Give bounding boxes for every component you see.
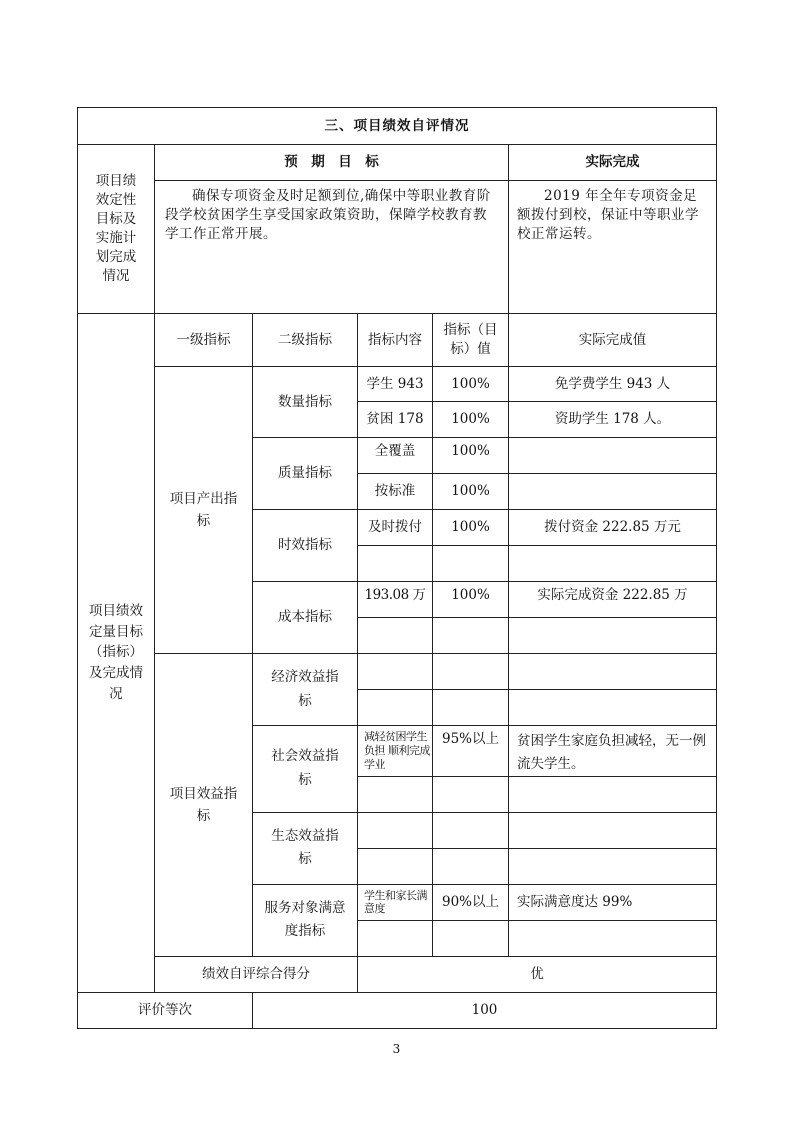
score-label: 绩效自评综合得分 bbox=[155, 956, 358, 992]
timeliness-indicator-label: 时效指标 bbox=[253, 510, 358, 582]
grade-label: 评价等次 bbox=[78, 992, 253, 1028]
cost-indicator-label: 成本指标 bbox=[253, 582, 358, 654]
header-actual: 实际完成值 bbox=[509, 314, 717, 367]
indicator-target: 95%以上 bbox=[433, 726, 509, 777]
section-title: 三、项目绩效自评情况 bbox=[78, 108, 717, 145]
empty-cell bbox=[509, 654, 717, 690]
quantity-indicator-label: 数量指标 bbox=[253, 367, 358, 438]
indicator-content: 193.08 万 bbox=[358, 582, 433, 618]
social-benefit-label: 社会效益指标 bbox=[253, 726, 358, 813]
header-content: 指标内容 bbox=[358, 314, 433, 367]
indicator-content: 学生 943 bbox=[358, 367, 433, 402]
indicator-actual: 实际满意度达 99% bbox=[509, 884, 717, 920]
empty-cell bbox=[509, 690, 717, 726]
indicator-content: 贫困 178 bbox=[358, 402, 433, 438]
indicator-content: 减轻贫困学生负担 顺利完成学业 bbox=[358, 726, 433, 777]
empty-cell bbox=[433, 776, 509, 812]
header-level1: 一级指标 bbox=[155, 314, 253, 367]
indicator-target: 100% bbox=[433, 438, 509, 474]
header-level2: 二级指标 bbox=[253, 314, 358, 367]
empty-cell bbox=[358, 654, 433, 690]
empty-cell bbox=[433, 920, 509, 956]
economic-benefit-label: 经济效益指标 bbox=[253, 654, 358, 726]
empty-cell bbox=[433, 654, 509, 690]
satisfaction-indicator-label: 服务对象满意度指标 bbox=[253, 884, 358, 956]
empty-cell bbox=[433, 690, 509, 726]
indicator-content: 全覆盖 bbox=[358, 438, 433, 474]
empty-cell bbox=[358, 812, 433, 848]
empty-cell bbox=[358, 776, 433, 812]
score-value: 优 bbox=[358, 956, 717, 992]
indicator-actual: 资助学生 178 人。 bbox=[509, 402, 717, 438]
benefit-indicator-label: 项目效益指标 bbox=[155, 654, 253, 957]
empty-cell bbox=[509, 848, 717, 884]
empty-cell bbox=[433, 812, 509, 848]
indicator-target: 100% bbox=[433, 474, 509, 510]
grade-value: 100 bbox=[253, 992, 717, 1028]
header-target: 指标（目标）值 bbox=[433, 314, 509, 367]
empty-cell bbox=[509, 812, 717, 848]
indicator-target: 90%以上 bbox=[433, 884, 509, 920]
empty-cell bbox=[358, 920, 433, 956]
indicator-target: 100% bbox=[433, 402, 509, 438]
indicator-actual: 实际完成资金 222.85 万 bbox=[509, 582, 717, 618]
indicator-content: 学生和家长满意度 bbox=[358, 884, 433, 920]
empty-cell bbox=[509, 776, 717, 812]
indicator-target: 100% bbox=[433, 367, 509, 402]
empty-cell bbox=[358, 546, 433, 582]
empty-cell bbox=[509, 618, 717, 654]
empty-cell bbox=[358, 690, 433, 726]
actual-completion-header: 实际完成 bbox=[509, 145, 717, 181]
output-indicator-label: 项目产出指标 bbox=[155, 367, 253, 654]
empty-cell bbox=[358, 848, 433, 884]
indicator-actual bbox=[509, 474, 717, 510]
expected-goal-text: 确保专项资金及时足额到位,确保中等职业教育阶段学校贫困学生享受国家政策资助，保障学校教育教学工作正常开展。 bbox=[155, 181, 509, 314]
empty-cell bbox=[509, 920, 717, 956]
actual-completion-text: 2019 年全年专项资金足额拨付到校，保证中等职业学校正常运转。 bbox=[509, 181, 717, 314]
qualitative-row-label: 项目绩效定性目标及实施计划完成情况 bbox=[78, 145, 155, 314]
empty-cell bbox=[433, 618, 509, 654]
indicator-actual: 贫困学生家庭负担减轻，无一例流失学生。 bbox=[509, 726, 717, 777]
indicator-target: 100% bbox=[433, 510, 509, 546]
indicator-actual bbox=[509, 438, 717, 474]
empty-cell bbox=[433, 848, 509, 884]
ecological-benefit-label: 生态效益指标 bbox=[253, 812, 358, 884]
quantitative-row-label: 项目绩效定量目标（指标）及完成情况 bbox=[78, 314, 155, 993]
indicator-actual: 拨付资金 222.85 万元 bbox=[509, 510, 717, 546]
expected-goal-header: 预 期 目 标 bbox=[155, 145, 509, 181]
indicator-actual: 免学费学生 943 人 bbox=[509, 367, 717, 402]
performance-table bbox=[77, 107, 717, 1029]
page-number: 3 bbox=[392, 1042, 401, 1056]
indicator-target: 100% bbox=[433, 582, 509, 618]
indicator-content: 及时拨付 bbox=[358, 510, 433, 546]
indicator-content: 按标准 bbox=[358, 474, 433, 510]
quality-indicator-label: 质量指标 bbox=[253, 438, 358, 510]
empty-cell bbox=[509, 546, 717, 582]
empty-cell bbox=[433, 546, 509, 582]
empty-cell bbox=[358, 618, 433, 654]
